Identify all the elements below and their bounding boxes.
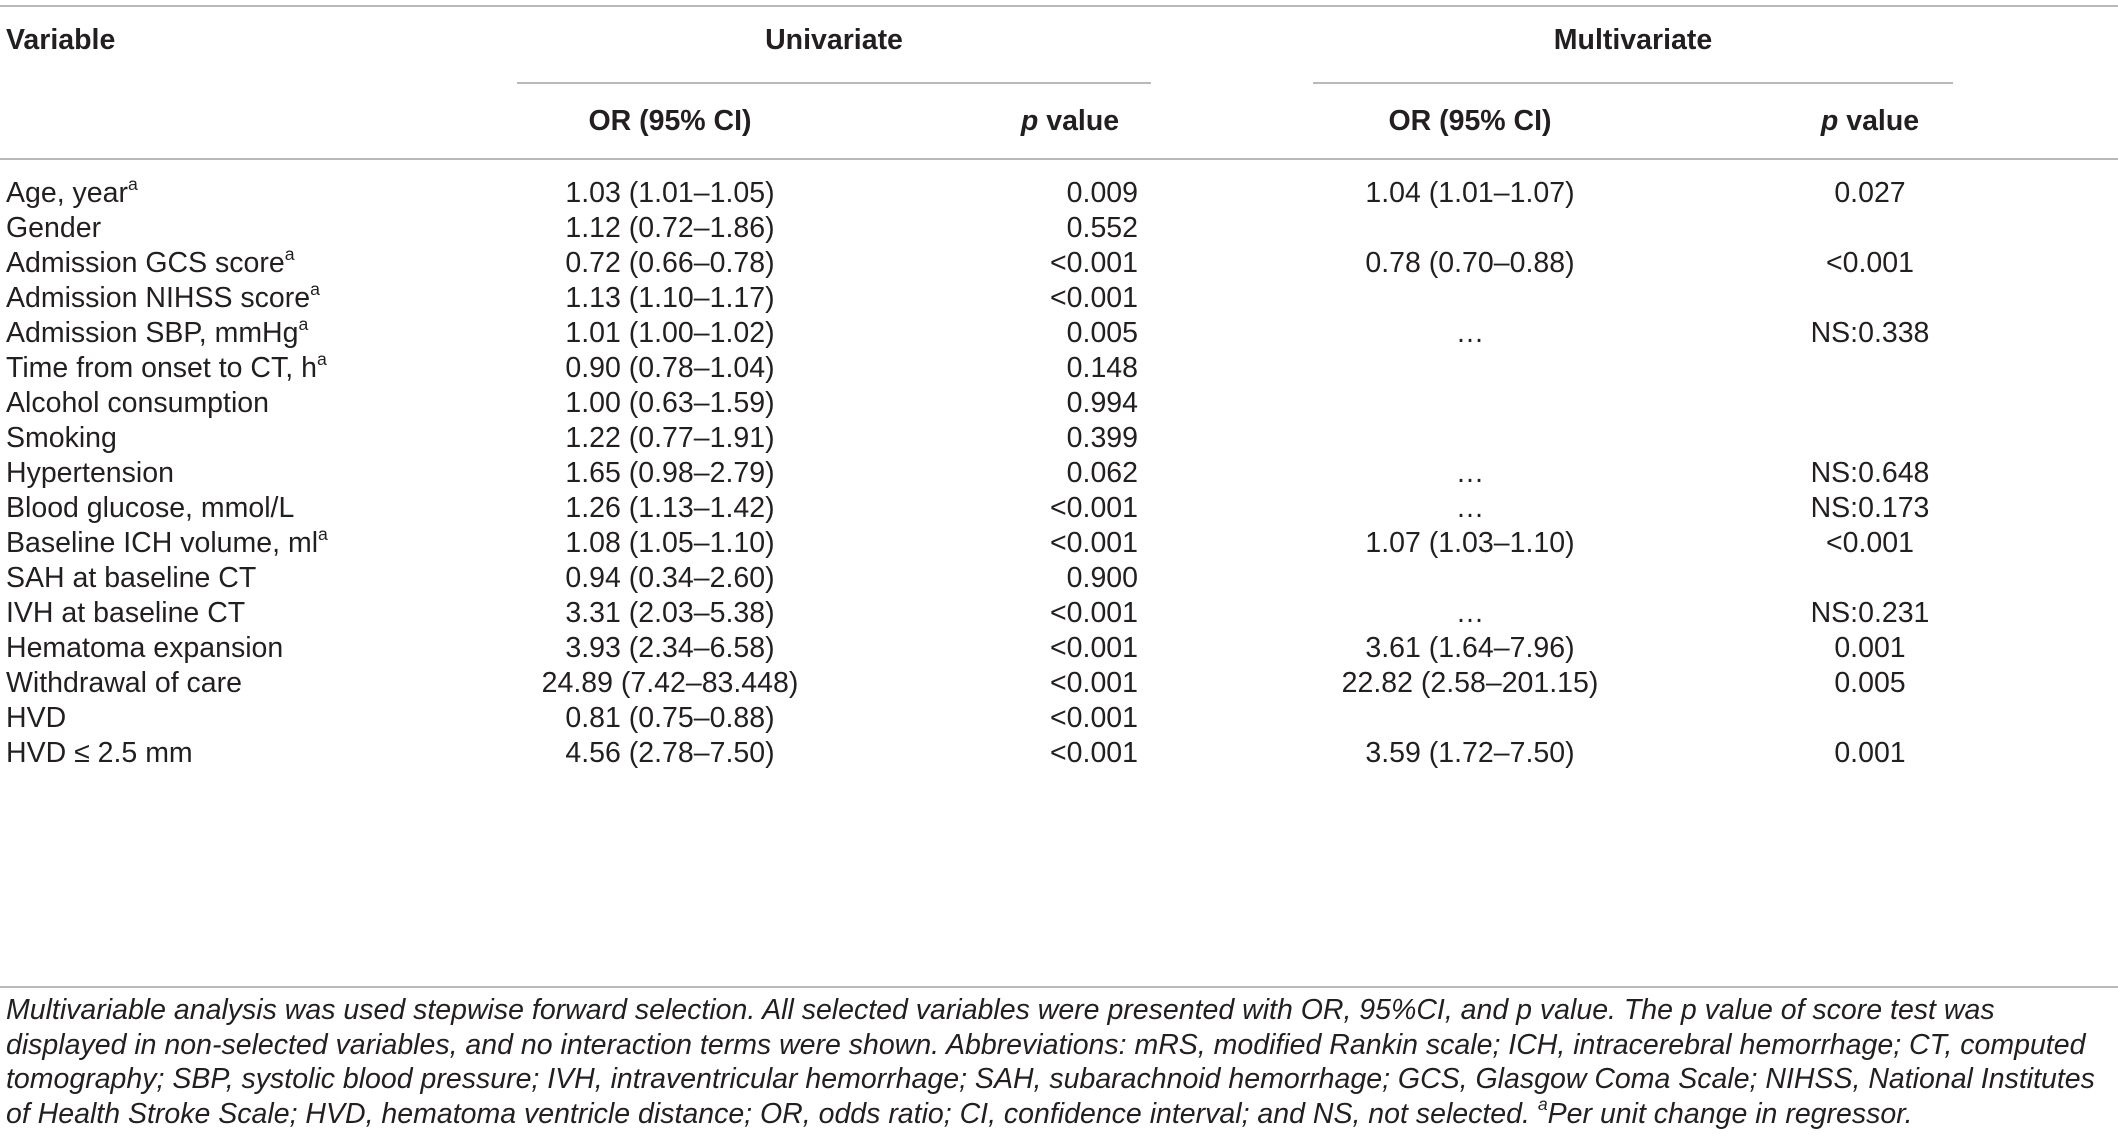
header-variable: Variable	[6, 24, 116, 56]
cell-univariate-or: 24.89 (7.42–83.448)	[541, 667, 799, 699]
cell-univariate-p: <0.001	[1050, 492, 1138, 524]
cell-multivariate-or: 22.82 (2.58–201.15)	[1341, 667, 1599, 699]
cell-multivariate-p: <0.001	[1826, 247, 1914, 279]
cell-univariate-or: 1.26 (1.13–1.42)	[565, 492, 775, 524]
footnote-marker: a	[298, 313, 309, 334]
variable-label: Alcohol consumption	[6, 387, 269, 419]
cell-univariate-p: <0.001	[1050, 632, 1138, 664]
variable-label: HVD ≤ 2.5 mm	[6, 737, 193, 769]
cell-variable	[6, 596, 245, 630]
cell-multivariate-p: NS:0.231	[1810, 597, 1930, 629]
variable-label: Admission GCS score	[6, 247, 285, 279]
cell-univariate-p: <0.001	[1050, 737, 1138, 769]
top-rule	[0, 5, 2118, 7]
cell-multivariate-or: …	[1455, 597, 1485, 629]
cell-univariate-or: 1.08 (1.05–1.10)	[565, 527, 775, 559]
variable-label: HVD	[6, 702, 67, 734]
cell-univariate-p: 0.009	[1066, 177, 1138, 209]
header-rule	[0, 158, 2118, 160]
cell-multivariate-or: 0.78 (0.70–0.88)	[1365, 247, 1575, 279]
cell-univariate-or: 1.22 (0.77–1.91)	[565, 422, 775, 454]
variable-label: Gender	[6, 212, 102, 244]
cell-multivariate-or: 1.04 (1.01–1.07)	[1365, 177, 1575, 209]
cell-multivariate-p: 0.001	[1834, 737, 1906, 769]
variable-label: Time from onset to CT, h	[6, 352, 317, 384]
cell-multivariate-p: NS:0.173	[1810, 492, 1930, 524]
cell-univariate-p: <0.001	[1050, 282, 1138, 314]
variable-label: Admission SBP, mmHg	[6, 317, 299, 349]
variable-label: Hematoma expansion	[6, 632, 284, 664]
cell-variable	[6, 736, 193, 770]
variable-label: Blood glucose, mmol/L	[6, 492, 295, 524]
cell-univariate-or: 3.31 (2.03–5.38)	[565, 597, 775, 629]
cell-variable	[6, 173, 138, 210]
header-univariate: Univariate	[765, 24, 903, 56]
cell-variable	[6, 313, 309, 350]
header-multivariate-or: OR (95% CI)	[1388, 105, 1552, 137]
cell-univariate-p: 0.552	[1066, 212, 1138, 244]
cell-univariate-p: 0.005	[1066, 317, 1138, 349]
variable-label: Hypertension	[6, 457, 174, 489]
cell-multivariate-or: 3.61 (1.64–7.96)	[1365, 632, 1575, 664]
cell-univariate-or: 3.93 (2.34–6.58)	[565, 632, 775, 664]
variable-label: Smoking	[6, 422, 117, 454]
cell-variable	[6, 348, 327, 385]
cell-multivariate-or: …	[1455, 492, 1485, 524]
cell-multivariate-p: NS:0.338	[1810, 317, 1930, 349]
footnote-marker: a	[318, 523, 328, 544]
header-univariate-p: p value	[1020, 105, 1120, 137]
cell-multivariate-or: 1.07 (1.03–1.10)	[1365, 527, 1575, 559]
cell-univariate-p: 0.399	[1066, 422, 1138, 454]
variable-label: Admission NIHSS score	[6, 282, 311, 314]
cell-univariate-or: 1.12 (0.72–1.86)	[565, 212, 775, 244]
cell-univariate-p: <0.001	[1050, 667, 1138, 699]
header-univariate-or: OR (95% CI)	[588, 105, 752, 137]
variable-label: Withdrawal of care	[6, 667, 243, 699]
table-footnote: Multivariable analysis was used stepwise forward selection. All selected variables were presented with OR, 95%CI, and p value. The p value of score test was displayed in non-selected variables, and no interaction terms were shown. Abbreviations: mRS, modified Rankin scale; ICH, intracerebral hemorrhage; CT, computed tomography; SBP, systolic blood pressure; IVH, intraventricular hemorrhage; SAH, subarachnoid hemorrhage; GCS, Glasgow Coma Scale; NIHSS, National Institutes of Health Stroke Scale; HVD, hematoma ventricle distance; OR, odds ratio; CI, confidence interval; and NS, not selected. $^a$Per unit change in regressor.	[6, 994, 2095, 1130]
variable-label: Age, year	[6, 177, 128, 209]
cell-univariate-or: 1.13 (1.10–1.17)	[565, 282, 775, 314]
cell-variable	[6, 523, 328, 560]
cell-variable	[6, 701, 66, 735]
variable-label: SAH at baseline CT	[6, 562, 257, 594]
cell-multivariate-p: 0.027	[1834, 177, 1906, 209]
variable-label: Baseline ICH volume, ml	[6, 527, 319, 559]
cell-multivariate-or: 3.59 (1.72–7.50)	[1365, 737, 1575, 769]
cell-univariate-p: 0.148	[1066, 352, 1138, 384]
cell-univariate-or: 0.90 (0.78–1.04)	[565, 352, 775, 384]
cell-univariate-p: 0.994	[1066, 387, 1138, 419]
cell-variable	[6, 421, 117, 455]
cell-univariate-or: 0.81 (0.75–0.88)	[565, 702, 775, 734]
multivariate-group-rule	[1313, 82, 1953, 84]
cell-univariate-p: <0.001	[1050, 702, 1138, 734]
cell-variable	[6, 561, 256, 595]
cell-variable	[6, 386, 269, 420]
cell-univariate-or: 4.56 (2.78–7.50)	[565, 737, 775, 769]
cell-univariate-or: 1.01 (1.00–1.02)	[565, 317, 775, 349]
footnote-marker: a	[316, 348, 327, 369]
cell-variable	[6, 243, 295, 280]
cell-multivariate-or: …	[1455, 457, 1485, 489]
header-multivariate: Multivariate	[1553, 24, 1713, 56]
cell-univariate-p: 0.900	[1066, 562, 1138, 594]
bottom-rule	[0, 986, 2118, 988]
cell-univariate-or: 0.94 (0.34–2.60)	[565, 562, 775, 594]
cell-variable	[6, 666, 242, 700]
cell-multivariate-p: 0.001	[1834, 632, 1906, 664]
univariate-group-rule	[517, 82, 1151, 84]
cell-variable	[6, 278, 320, 315]
cell-univariate-or: 1.03 (1.01–1.05)	[565, 177, 775, 209]
cell-univariate-p: <0.001	[1050, 527, 1138, 559]
cell-multivariate-p: NS:0.648	[1810, 457, 1930, 489]
cell-multivariate-p: <0.001	[1826, 527, 1914, 559]
cell-variable	[6, 456, 174, 490]
cell-variable	[6, 491, 294, 525]
cell-variable	[6, 211, 101, 245]
cell-univariate-or: 1.00 (0.63–1.59)	[565, 387, 775, 419]
footnote-marker: a	[128, 173, 138, 194]
cell-variable	[6, 631, 283, 665]
header-multivariate-p: p value	[1820, 105, 1920, 137]
cell-univariate-or: 0.72 (0.66–0.78)	[565, 247, 775, 279]
cell-univariate-p: <0.001	[1050, 247, 1138, 279]
cell-univariate-or: 1.65 (0.98–2.79)	[565, 457, 775, 489]
cell-univariate-p: 0.062	[1066, 457, 1138, 489]
variable-label: IVH at baseline CT	[6, 597, 246, 629]
footnote-marker: a	[310, 278, 320, 299]
cell-multivariate-p: 0.005	[1834, 667, 1906, 699]
cell-multivariate-or: …	[1455, 317, 1485, 349]
cell-univariate-p: <0.001	[1050, 597, 1138, 629]
footnote-marker: a	[284, 243, 295, 264]
